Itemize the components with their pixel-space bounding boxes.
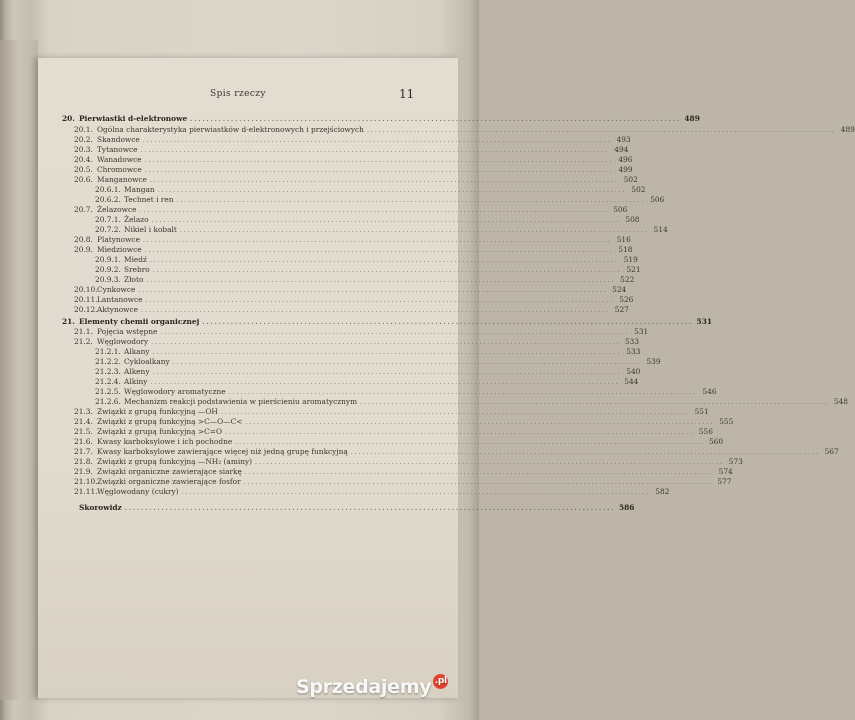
- dot-leader: ........................................................................................................................: [144, 247, 614, 254]
- toc-entry: [74, 447, 839, 457]
- toc-entry-title: Węglowodory aromatyczne: [124, 387, 226, 396]
- toc-entry-page: 556: [698, 427, 713, 436]
- toc-entry: [74, 295, 634, 305]
- dot-leader: ........................................................................................................................: [228, 389, 698, 396]
- toc-entry-page: 567: [824, 447, 839, 456]
- page-number: 11: [399, 87, 415, 101]
- toc-entry-page: 521: [626, 265, 641, 274]
- toc-entry-page: 573: [728, 457, 743, 466]
- dot-leader: ........................................................................................................................: [157, 187, 627, 194]
- toc-entry-number: 20.6.1.: [95, 185, 121, 194]
- toc-entry-page: 489: [840, 125, 855, 134]
- toc-entry-page: 586: [618, 503, 635, 512]
- toc-entry-page: 527: [614, 305, 629, 314]
- dot-leader: ........................................................................................................................: [366, 127, 836, 134]
- toc-entry-number: 21.2.4.: [95, 377, 121, 386]
- toc-entry-title: Ogólna charakterystyka pierwiastków d-elektronowych i przejściowych: [97, 125, 364, 134]
- toc-entry: [74, 467, 733, 477]
- toc-entry-page: 522: [620, 275, 635, 284]
- toc-entry-page: 496: [618, 155, 633, 164]
- toc-entry-title: Skandowce: [97, 135, 140, 144]
- dot-leader: ........................................................................................................................: [220, 409, 690, 416]
- dot-leader: ........................................................................................................................: [244, 469, 714, 476]
- toc-entry-page: 582: [655, 487, 670, 496]
- toc-entry-page: 489: [684, 114, 700, 123]
- toc-entry-page: 526: [619, 295, 634, 304]
- toc-entry-page: 546: [702, 387, 717, 396]
- toc-entry-title: Związki z grupą funkcyjną —NH₂ (aminy): [97, 457, 253, 466]
- dot-leader: ........................................................................................................................: [360, 399, 829, 406]
- toc-entry: [95, 275, 635, 285]
- toc-entry-page: 502: [623, 175, 638, 184]
- dot-leader: ........................................................................................................................: [152, 369, 622, 376]
- toc-entry: [74, 125, 855, 135]
- toc-entry-number: 21.2.5.: [95, 387, 121, 396]
- toc-entry-title: Związki z grupą funkcyjną >C—O—C<: [97, 417, 243, 426]
- toc-entry-title: Mechanizm reakcji podstawienia w pierścieniu aromatycznym: [124, 397, 358, 406]
- toc-entry-title: Miedź: [124, 255, 147, 264]
- toc-entry-title: Żelazo: [124, 215, 149, 224]
- toc-entry-number: 20.2.: [74, 135, 93, 144]
- dot-leader: ........................................................................................................................: [225, 429, 694, 436]
- toc-entry-number: 20.7.2.: [95, 225, 121, 234]
- toc-entry-number: 20.7.1.: [95, 215, 121, 224]
- toc-entry-number: 21.2.1.: [95, 347, 121, 356]
- toc-entry-page: 493: [616, 135, 631, 144]
- dot-leader: ........................................................................................................................: [144, 157, 614, 164]
- toc-entry: [74, 487, 670, 497]
- dot-leader: ........................................................................................................................: [181, 489, 651, 496]
- toc-entry-number: 21.2.6.: [95, 397, 121, 406]
- toc-entry-title: Alkeny: [124, 367, 150, 376]
- toc-entry: [74, 427, 713, 437]
- toc-entry-title: Związki z grupą funkcyjną >C=O: [97, 427, 223, 436]
- toc-entry-number: 20.: [62, 114, 75, 123]
- toc-entry-title: Manganowce: [97, 175, 147, 184]
- toc-entry-number: 21.2.2.: [95, 357, 121, 366]
- toc-entry-number: 20.9.1.: [95, 255, 121, 264]
- toc-entry-title: Kwasy karboksylowe zawierające więcej niż jedną grupę funkcyjną: [97, 447, 348, 456]
- toc-entry: [95, 347, 641, 357]
- toc-entry-title: Skorowidz: [79, 503, 122, 512]
- dot-leader: ........................................................................................................................: [176, 197, 646, 204]
- toc-entry-number: 21.1.: [74, 327, 93, 336]
- toc-entry-number: 20.10.: [74, 285, 98, 294]
- toc-entry-title: Pojęcia wstępne: [97, 327, 158, 336]
- toc-entry-title: Aktynowce: [97, 305, 139, 314]
- dot-leader: ........................................................................................................................: [141, 307, 610, 314]
- dot-leader: ........................................................................................................................: [140, 147, 610, 154]
- toc-entry: [62, 503, 635, 513]
- dot-leader: ........................................................................................................................: [145, 297, 615, 304]
- toc-entry-page: 539: [646, 357, 661, 366]
- toc-entry-page: 548: [833, 397, 848, 406]
- toc-entry-page: 516: [616, 235, 631, 244]
- toc-entry-title: Tytanowce: [97, 145, 138, 154]
- dot-leader: ........................................................................................................................: [243, 479, 713, 486]
- dot-leader: ........................................................................................................................: [139, 207, 609, 214]
- toc-entry-page: 533: [624, 337, 640, 346]
- dot-leader: ........................................................................................................................: [149, 177, 619, 184]
- toc-entry-number: 20.6.: [74, 175, 93, 184]
- dot-leader: ........................................................................................................................: [146, 277, 616, 284]
- toc-entry-number: 20.9.2.: [95, 265, 121, 274]
- toc-entry-page: 508: [625, 215, 640, 224]
- toc-entry-number: 21.11.: [74, 487, 98, 496]
- toc-entry-title: Związki z grupą funkcyjną —OH: [97, 407, 218, 416]
- toc-entry-number: 20.3.: [74, 145, 93, 154]
- toc-entry: [74, 235, 631, 245]
- toc-entry-title: Alkany: [124, 347, 150, 356]
- toc-entry-title: Wanadowce: [97, 155, 142, 164]
- toc-entry-page: 577: [717, 477, 732, 486]
- dot-leader: ........................................................................................................................: [235, 439, 705, 446]
- toc-entry-page: 555: [719, 417, 734, 426]
- toc-entry-title: Kwasy karboksylowe i ich pochodne: [97, 437, 233, 446]
- toc-entry-title: Cykloalkany: [124, 357, 170, 366]
- toc-entry-title: Nikiel i kobalt: [124, 225, 177, 234]
- toc-entry-number: 20.8.: [74, 235, 93, 244]
- toc-entry-page: 551: [694, 407, 709, 416]
- toc-entry-number: 20.9.: [74, 245, 93, 254]
- toc-entry: [62, 317, 712, 327]
- toc-entry-number: 20.12.: [74, 305, 98, 314]
- toc-entry-page: 560: [708, 437, 724, 446]
- toc-entry-page: 514: [653, 225, 668, 234]
- dot-leader: ........................................................................................................................: [172, 359, 642, 366]
- toc-entry-number: 20.4.: [74, 155, 93, 164]
- toc-entry: [74, 145, 629, 155]
- running-header-title: Spis rzeczy: [210, 89, 266, 99]
- toc-entry: [95, 387, 717, 397]
- toc-entry-page: 544: [624, 377, 639, 386]
- toc-entry-title: Węglowodany (cukry): [97, 487, 179, 496]
- toc-entry-number: 20.6.2.: [95, 195, 121, 204]
- dot-leader: ........................................................................................................................: [144, 167, 614, 174]
- toc-entry-title: Alkiny: [124, 377, 148, 386]
- toc-entry-title: Mangan: [124, 185, 155, 194]
- toc-entry: [95, 265, 641, 275]
- sprzedajemy-watermark: [296, 676, 448, 698]
- toc-entry-page: 518: [618, 245, 633, 254]
- toc-entry: [74, 437, 724, 447]
- toc-entry-number: 21.10.: [74, 477, 98, 486]
- dot-leader: ........................................................................................................................: [150, 379, 620, 386]
- toc-entry-page: 540: [626, 367, 641, 376]
- toc-entry-page: 502: [631, 185, 646, 194]
- dot-leader: ........................................................................................................................: [152, 349, 622, 356]
- toc-entry: [95, 215, 640, 225]
- dot-leader: ........................................................................................................................: [142, 237, 612, 244]
- toc-entry: [95, 255, 638, 265]
- toc-entry-number: 21.9.: [74, 467, 93, 476]
- toc-entry-page: 574: [718, 467, 733, 476]
- toc-entry-title: Cynkowce: [97, 285, 136, 294]
- toc-entry: [95, 377, 639, 387]
- dot-leader: ........................................................................................................................: [350, 449, 820, 456]
- toc-entry-number: 21.2.3.: [95, 367, 121, 376]
- toc-entry-title: Platynowce: [97, 235, 140, 244]
- watermark-text: Sprzedajemy: [296, 676, 432, 698]
- dot-leader: ........................................................................................................................: [152, 267, 622, 274]
- dot-leader: ........................................................................................................................: [245, 419, 715, 426]
- toc-entry-page: 524: [612, 285, 627, 294]
- toc-entry-title: Chromowce: [97, 165, 142, 174]
- toc-entry-number: 21.6.: [74, 437, 93, 446]
- toc-entry: [74, 175, 638, 185]
- toc-entry: [74, 417, 734, 427]
- toc-entry: [95, 357, 661, 367]
- toc-entry: [62, 114, 700, 124]
- toc-entry-title: Elementy chemii organicznej: [79, 317, 200, 326]
- toc-entry: [74, 165, 633, 175]
- toc-entry-page: 519: [623, 255, 638, 264]
- toc-entry-title: Związki organiczne zawierające fosfor: [97, 477, 241, 486]
- toc-entry-number: 21.: [62, 317, 75, 326]
- toc-entry-number: 20.11.: [74, 295, 98, 304]
- toc-entry-number: 21.2.: [74, 337, 93, 346]
- toc-entry-number: 20.5.: [74, 165, 93, 174]
- toc-entry-title: Węglowodory: [97, 337, 149, 346]
- toc-entry-number: 20.1.: [74, 125, 93, 134]
- dot-leader: ........................................................................................................................: [124, 505, 616, 512]
- toc-entry: [74, 337, 640, 347]
- toc-entry-page: 506: [650, 195, 665, 204]
- toc-entry-number: 21.3.: [74, 407, 93, 416]
- toc-entry: [74, 205, 628, 215]
- toc-entry-title: Technet i ren: [124, 195, 174, 204]
- dot-leader: ........................................................................................................................: [151, 339, 621, 346]
- toc-entry-number: 20.7.: [74, 205, 93, 214]
- toc-entry-page: 506: [613, 205, 628, 214]
- dot-leader: ........................................................................................................................: [190, 116, 681, 123]
- toc-entry-number: 21.8.: [74, 457, 93, 466]
- dot-leader: ........................................................................................................................: [160, 329, 630, 336]
- dot-leader: ........................................................................................................................: [255, 459, 724, 466]
- toc-entry-number: 20.9.3.: [95, 275, 121, 284]
- toc-entry: [74, 327, 649, 337]
- dot-leader: ........................................................................................................................: [151, 217, 621, 224]
- toc-entry-title: Złoto: [124, 275, 144, 284]
- toc-entry: [95, 185, 646, 195]
- toc-entry: [74, 245, 633, 255]
- toc-entry-number: 21.7.: [74, 447, 93, 456]
- toc-entry: [74, 477, 732, 487]
- dot-leader: ........................................................................................................................: [149, 257, 619, 264]
- toc-entry-title: Srebro: [124, 265, 150, 274]
- toc-entry-page: 494: [614, 145, 629, 154]
- toc-entry: [95, 397, 848, 407]
- toc-entry: [74, 135, 631, 145]
- toc-entry-page: 499: [618, 165, 633, 174]
- toc-entry: [74, 155, 633, 165]
- toc-entry: [74, 457, 743, 467]
- toc-entry-title: Związki organiczne zawierające siarkę: [97, 467, 242, 476]
- toc-entry-title: Lantanowce: [97, 295, 143, 304]
- toc-entry-page: 531: [634, 327, 649, 336]
- toc-entry: [74, 407, 709, 417]
- toc-entry-number: 21.4.: [74, 417, 93, 426]
- toc-entry: [74, 285, 627, 295]
- toc-entry-title: Żelazowce: [97, 205, 137, 214]
- dot-leader: ........................................................................................................................: [179, 227, 649, 234]
- toc-entry-page: 531: [696, 317, 712, 326]
- dot-leader: ........................................................................................................................: [142, 137, 612, 144]
- dot-leader: ........................................................................................................................: [202, 319, 693, 326]
- watermark-badge-icon: .pl: [433, 674, 448, 689]
- toc-entry-title: Miedziowce: [97, 245, 142, 254]
- dot-leader: ........................................................................................................................: [138, 287, 608, 294]
- toc-entry: [95, 225, 668, 235]
- toc-entry: [74, 305, 629, 315]
- toc-entry-title: Pierwiastki d-elektronowe: [79, 114, 188, 123]
- toc-entry-number: 21.5.: [74, 427, 93, 436]
- toc-entry-page: 533: [626, 347, 641, 356]
- toc-entry: [95, 367, 641, 377]
- toc-entry: [95, 195, 665, 205]
